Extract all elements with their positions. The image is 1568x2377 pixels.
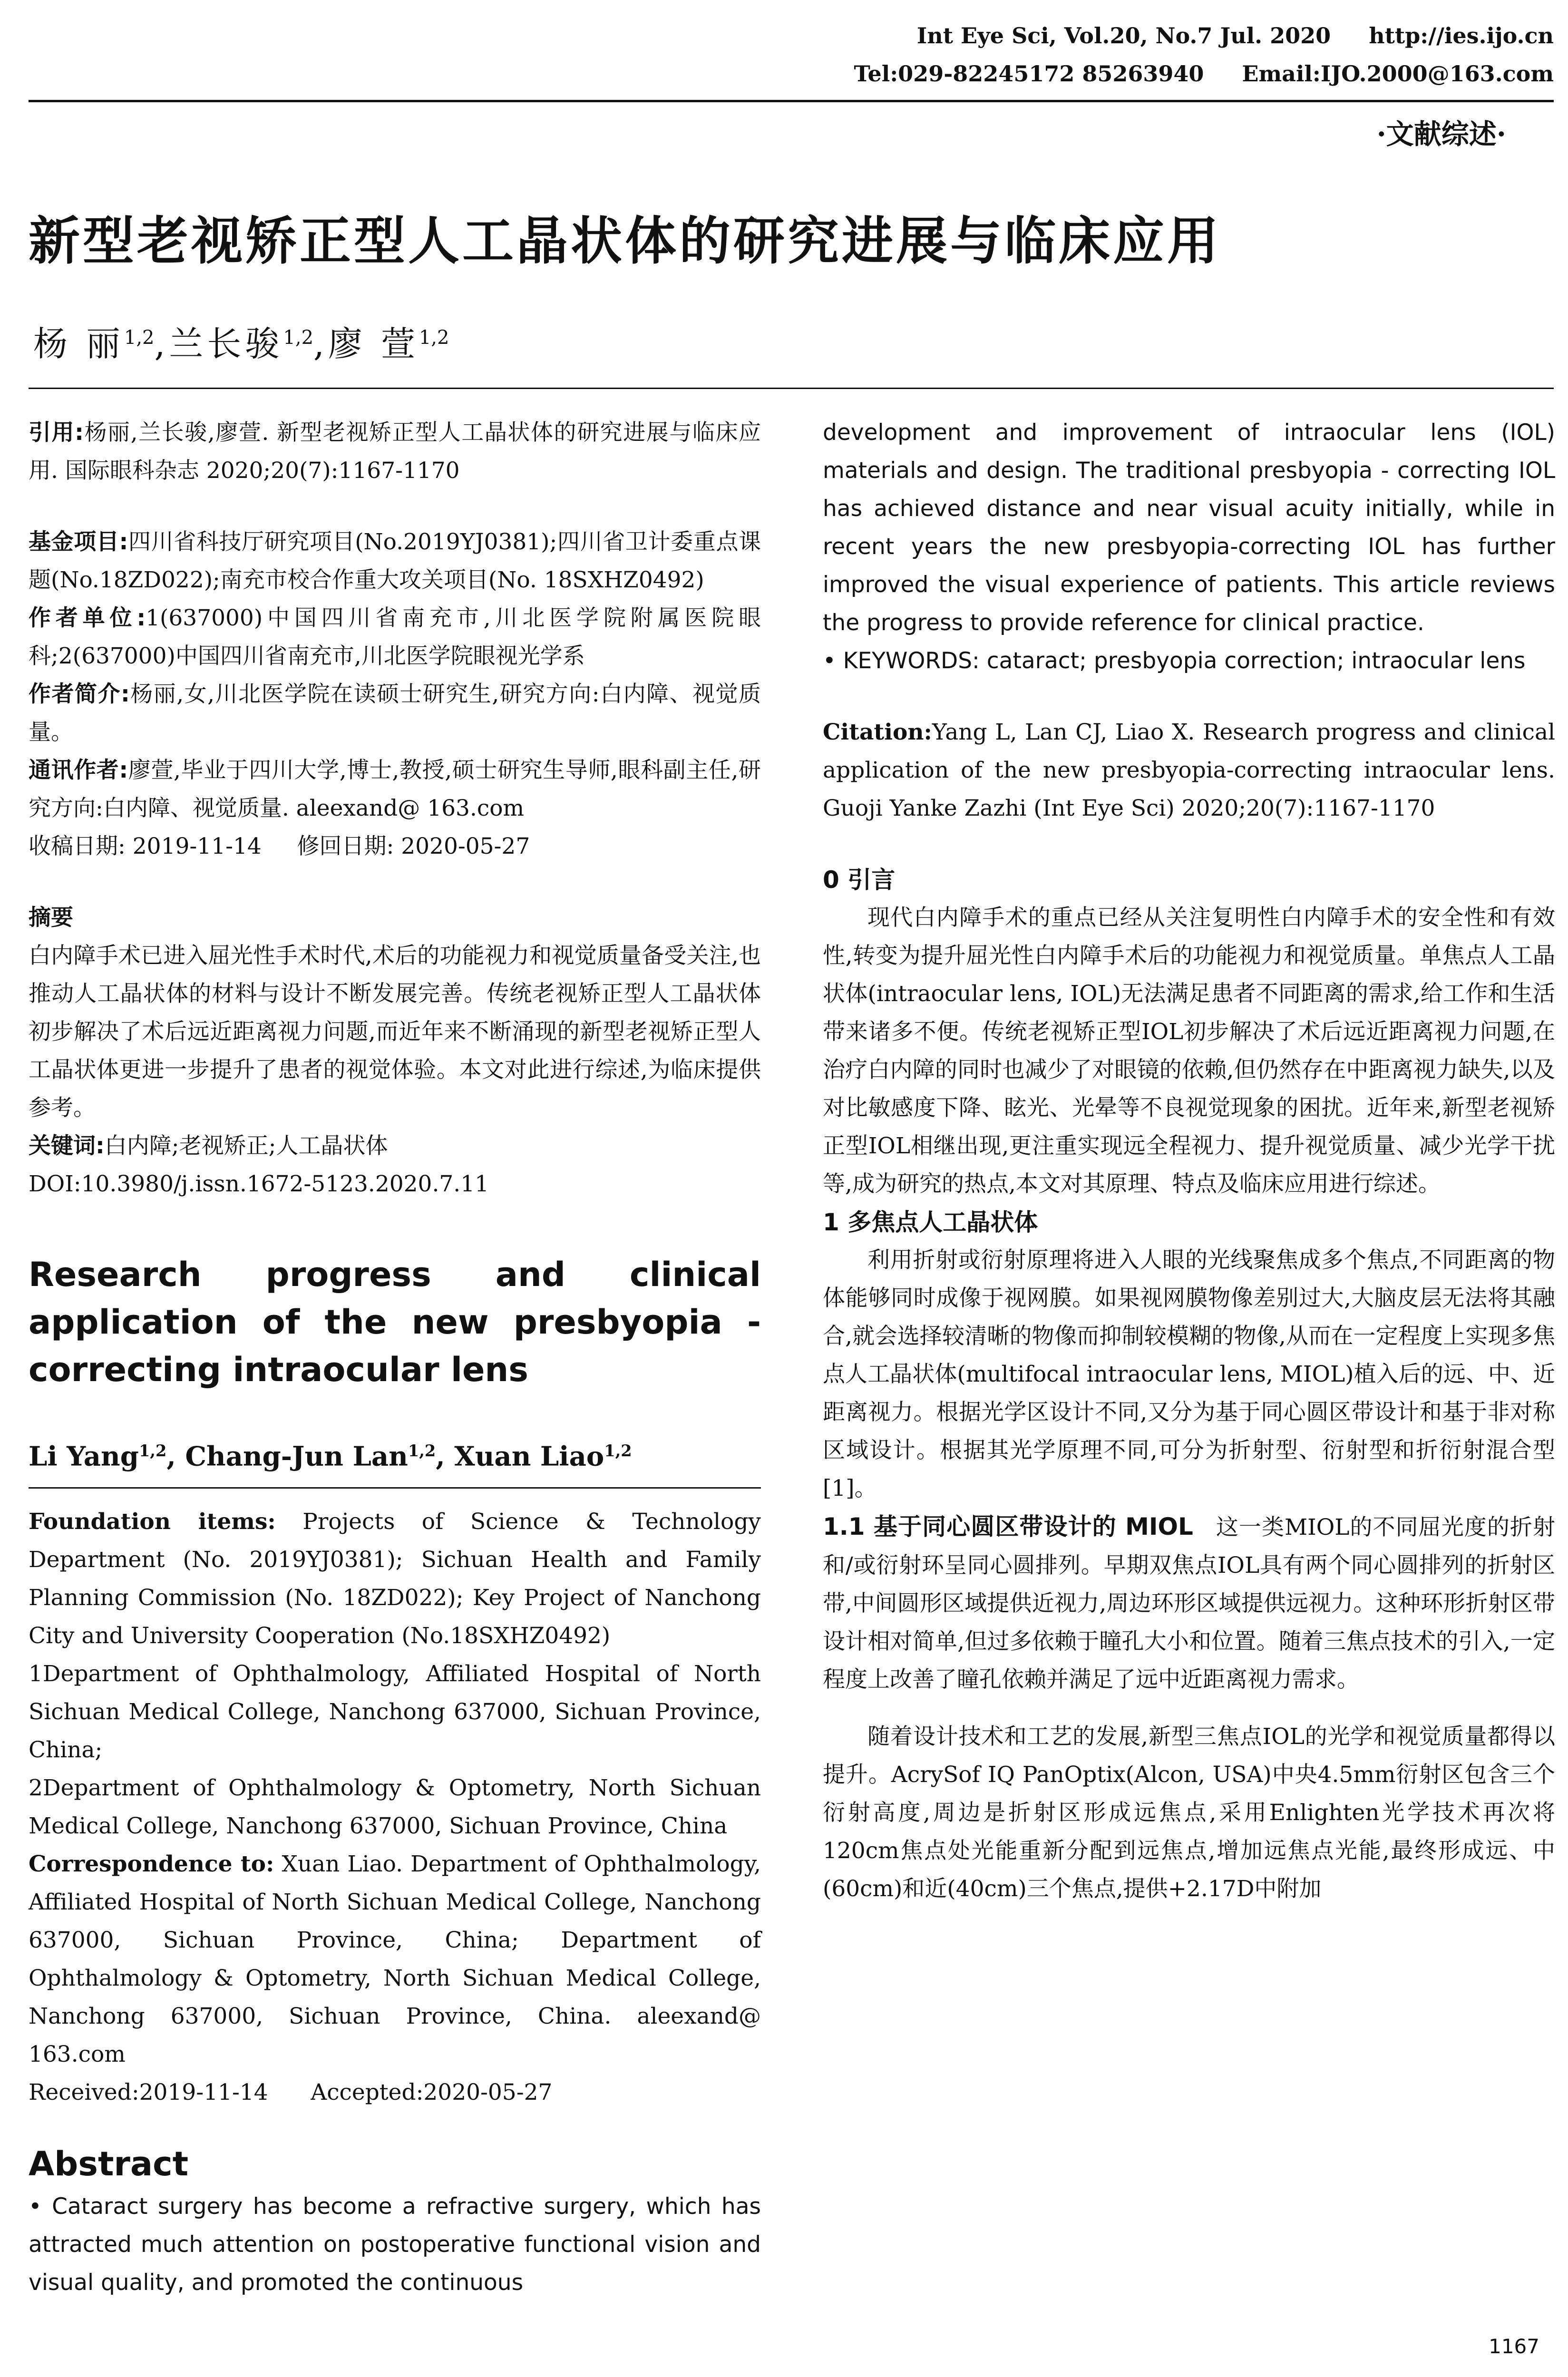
abstract-text-cn: 白内障手术已进入屈光性手术时代,术后的功能视力和视觉质量备受关注,也推动人工晶状体的材料与设计不断发展完善。传统老视矫正型人工晶状体初步解决了术后远近距离视力问题,而近年来不断涌现的新型老视矫正型人工晶状体更进一步提升了患者的视觉体验。本文对此进行综述,为临床提供参考。 [29, 943, 761, 1121]
author-name: 杨 丽 [33, 324, 124, 364]
bio-label: 作者简介: [29, 681, 130, 707]
page-number: 1167 [1489, 2335, 1539, 2358]
journal-email: Email:IJO.2000@163.com [1242, 61, 1554, 87]
section-tag: ·文献综述· [1376, 118, 1506, 150]
article-title: 新型老视矫正型人工晶状体的研究进展与临床应用 [29, 212, 1222, 271]
author-affiliation: 1,2 [283, 327, 314, 349]
fund-label: 基金项目: [29, 529, 128, 555]
citation-en [823, 713, 1555, 828]
unit-text: 1(637000)中国四川省南充市,川北医学院附属医院眼科;2(637000)中国四川省南充市,川北医学院眼视光学系 [29, 605, 761, 669]
accepted-en: Accepted:2020-05-27 [311, 2079, 553, 2105]
english-authors: Li Yang$^{1,2}$, Chang-Jun Lan$^{1,2}$, Xuan Liao$^{1,2}$ [29, 1441, 632, 1472]
journal-tel: Tel:029-82245172 85263940 [854, 61, 1204, 87]
department-2: 2Department of Ophthalmology & Optometry, North Sichuan Medical College, Nanchong 637000, Sichuan Province, China [29, 1774, 761, 1839]
correspondence-text: Xuan Liao. Department of Ophthalmology, Affiliated Hospital of North Sichuan Medical College, Nanchong 637000, Sichuan Province, China; Department of Ophthalmology & Optometry, North Sichuan Medical College, Nanchong 637000, Sichuan Province, China. aleexand@ 163.com [29, 1851, 761, 2067]
citation-cn [29, 414, 761, 490]
keywords-en: • KEYWORDS: cataract; presbyopia correction; intraocular lens [823, 648, 1526, 674]
left-column [29, 414, 761, 2302]
section-1-heading: 1 多焦点人工晶状体 [823, 1208, 1038, 1236]
fund-info [29, 523, 761, 599]
abstract-text-en-start: • Cataract surgery has become a refractive surgery, which has attracted much attention on postoperative functional vision and visual quality, and promoted the continuous [29, 2193, 761, 2296]
journal-header [879, 19, 1554, 52]
right-column [823, 414, 1555, 1908]
section-0-text: 现代白内障手术的重点已经从关注复明性白内障手术的安全性和有效性,转变为提升屈光性白内障手术后的功能视力和视觉质量。单焦点人工晶状体(intraocular lens, IOL)无法满足患者不同距离的需求,给工作和生活带来诸多不便。传统老视矫正型IOL初步解决了术后远近距离视力问题,在治疗白内障的同时也减少了对眼镜的依赖,但仍然存在中距离视力缺失,以及对比敏感度下降、眩光、光晕等不良视觉现象的困扰。近年来,新型老视矫正型IOL相继出现,更注重实现远全程视力、提升视觉质量、减少光学干扰等,成为研究的热点,本文对其原理、特点及临床应用进行综述。 [823, 905, 1555, 1197]
received-date: 收稿日期: 2019-11-14 [29, 833, 262, 859]
keywords-cn [29, 1127, 761, 1165]
revised-date: 修回日期: 2020-05-27 [297, 833, 530, 859]
author-bio [29, 675, 761, 751]
journal-url: http://ies.ijo.cn [1369, 23, 1554, 49]
corresponding-author [29, 751, 761, 828]
department-1: 1Department of Ophthalmology, Affiliated Hospital of North Sichuan Medical College, Nanchong 637000, Sichuan Province, China; [29, 1660, 761, 1763]
keywords-label: 关键词: [29, 1133, 105, 1159]
author-list-cn: 杨 丽$^{1,2}$,兰长骏$^{1,2}$,廖 萱$^{1,2}$ [33, 324, 449, 364]
citation-en-text: Yang L, Lan CJ, Liao X. Research progress and clinical application of the new presbyopia-correcting intraocular lens. Guoji Yanke Zazhi (Int Eye Sci) 2020;20(7):1167-1170 [823, 719, 1555, 821]
author-affiliation: 1,2 [124, 327, 155, 349]
journal-contact [816, 57, 1554, 90]
section-1-text: 利用折射或衍射原理将进入人眼的光线聚焦成多个焦点,不同距离的物体能够同时成像于视网膜。如果视网膜物像差别过大,大脑皮层无法将其融合,就会选择较清晰的物像而抑制较模糊的物像,从而在一定程度上实现多焦点人工晶状体(multifocal intraocular lens, MIOL)植入后的远、中、近距离视力。根据光学区设计不同,又分为基于同心圆区带设计和基于非对称区域设计。根据其光学原理不同,可分为折射型、衍射型和折衍射混合型[1]。 [823, 1247, 1555, 1501]
foundation-en [29, 1503, 761, 1655]
citation-en-label: Citation: [823, 719, 932, 745]
foundation-label: Foundation items: [29, 1508, 276, 1535]
correspondence-en [29, 1845, 761, 2074]
unit-label: 作者单位: [29, 605, 146, 631]
abstract-text-en-cont: development and improvement of intraocular lens (IOL) materials and design. The traditional presbyopia - correcting IOL has achieved distance and near visual acuity initially, while in recent years the new presbyopia-correcting IOL has further improved the visual experience of patients. This article reviews the progress to provide reference for clinical practice. [823, 419, 1555, 636]
doi: DOI:10.3980/j.issn.1672-5123.2020.7.11 [29, 1171, 489, 1197]
author-name: 兰长骏 [169, 324, 283, 364]
section-1-1-heading: 1.1 基于同心圆区带设计的 MIOL [823, 1513, 1193, 1540]
author-unit [29, 599, 761, 675]
keywords-text: 白内障;老视矫正;人工晶状体 [104, 1133, 388, 1159]
section-1-1-para2: 随着设计技术和工艺的发展,新型三焦点IOL的光学和视觉质量都得以提升。AcrySof IQ PanOptix(Alcon, USA)中央4.5mm衍射区包含三个衍射高度,周边是折射区形成远焦点,采用Enlighten光学技术再次将120cm焦点处光能重新分配到远焦点,增加远焦点光能,最终形成远、中(60cm)和近(40cm)三个焦点,提供+2.17D中附加 [823, 1724, 1555, 1902]
dates-cn [29, 828, 761, 866]
section-1-1-text: 这一类MIOL的不同屈光度的折射和/或衍射环呈同心圆排列。早期双焦点IOL具有两个同心圆排列的折射区带,中间圆形区域提供近视力,周边环形区域提供远视力。这种环形折射区带设计相对简单,但过多依赖于瞳孔大小和位置。随着三焦点技术的引入,一定程度上改善了瞳孔依赖并满足了远中近距离视力需求。 [823, 1514, 1555, 1693]
foundation-text: Projects of Science & Technology Department (No. 2019YJ0381); Sichuan Health and Family Planning Commission (No. 18ZD022); Key Project of Nanchong City and University Cooperation (No.18SXHZ0492) [29, 1508, 761, 1649]
received-en: Received:2019-11-14 [29, 2079, 268, 2105]
correspondence-label: Correspondence to: [29, 1851, 274, 1877]
journal-volume: Int Eye Sci, Vol.20, No.7 Jul. 2020 [916, 23, 1331, 49]
bio-text: 杨丽,女,川北医学院在读硕士研究生,研究方向:白内障、视觉质量。 [29, 681, 761, 745]
corr-text: 廖萱,毕业于四川大学,博士,教授,硕士研究生导师,眼科副主任,研究方向:白内障、视觉质量. aleexand@ 163.com [29, 757, 761, 821]
english-title: Research progress and clinical application of the new presbyopia - correcting intraocular lens [29, 1255, 761, 1389]
abstract-heading-en: Abstract [29, 2144, 189, 2183]
section-1-1 [823, 1508, 1555, 1699]
citation-label: 引用: [29, 419, 84, 446]
title-rule [29, 388, 1554, 389]
header-rule [29, 100, 1554, 102]
author-name: 廖 萱 [328, 324, 419, 364]
dates-en [29, 2074, 761, 2112]
section-0-heading: 0 引言 [823, 866, 896, 894]
corr-label: 通讯作者: [29, 757, 128, 783]
author-affiliation: 1,2 [419, 327, 449, 349]
citation-text: 杨丽,兰长骏,廖萱. 新型老视矫正型人工晶状体的研究进展与临床应用. 国际眼科杂志 2020;20(7):1167-1170 [29, 419, 761, 484]
fund-text: 四川省科技厅研究项目(No.2019YJ0381);四川省卫计委重点课题(No.18ZD022);南充市校合作重大攻关项目(No. 18SXHZ0492) [29, 529, 761, 593]
abstract-heading-cn: 摘要 [29, 905, 73, 931]
